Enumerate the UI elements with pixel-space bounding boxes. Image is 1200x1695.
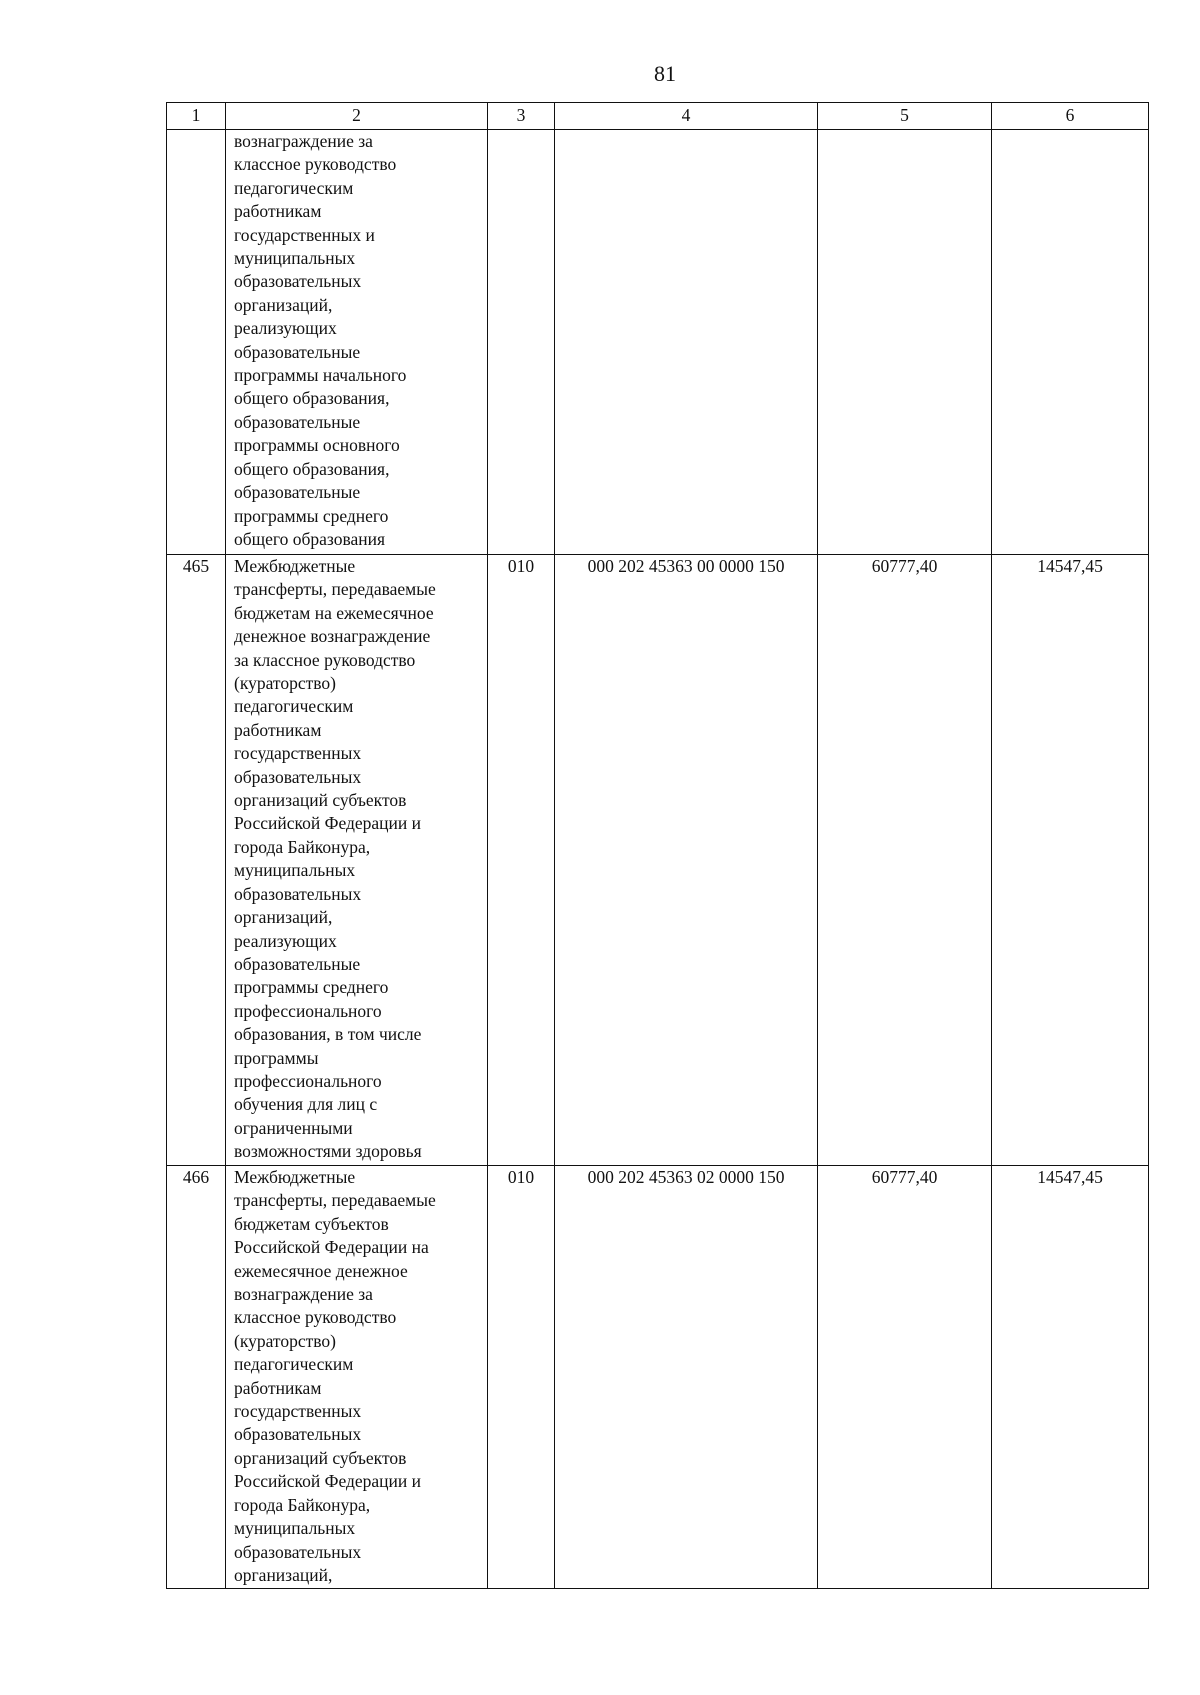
description-line: педагогическим: [234, 696, 354, 717]
description-line: (кураторство): [234, 673, 336, 694]
value-6-cell: 14547,45: [992, 555, 1149, 1166]
description-line: работникам: [234, 201, 322, 222]
value-5-cell: 60777,40: [818, 1166, 992, 1589]
row-number-cell: [167, 130, 226, 555]
description-line: бюджетам на ежемесячное: [234, 602, 434, 623]
description-line: трансферты, передаваемые: [234, 1190, 436, 1211]
description-line: организаций,: [234, 1564, 333, 1585]
row-number-cell: 465: [167, 555, 226, 1166]
description-line: муниципальных: [234, 248, 356, 269]
description-line: образовательные: [234, 953, 361, 974]
description-line: реализующих: [234, 930, 337, 951]
description-line: образовательные: [234, 411, 361, 432]
description-line: ограниченными: [234, 1117, 353, 1138]
table-row: [167, 130, 1149, 555]
description-line: образовательных: [234, 766, 362, 787]
description-cell: [226, 555, 488, 1166]
value-5-cell: [818, 130, 992, 555]
description-line: программы среднего: [234, 505, 389, 526]
code-cell: 010: [488, 1166, 555, 1589]
description-line: образовательные: [234, 341, 361, 362]
code-cell: 010: [488, 555, 555, 1166]
description-line: за классное руководство: [234, 649, 416, 670]
description-line: профессионального: [234, 1070, 382, 1091]
description-line: государственных: [234, 1401, 362, 1422]
description-line: ежемесячное денежное: [234, 1260, 408, 1281]
column-header-5: 5: [818, 103, 992, 130]
column-header-6: 6: [992, 103, 1149, 130]
description-line: программы основного: [234, 435, 400, 456]
column-header-3: 3: [488, 103, 555, 130]
value-6-cell: [992, 130, 1149, 555]
description-line: денежное вознаграждение: [234, 626, 431, 647]
description-line: профессионального: [234, 1000, 382, 1021]
kbk-cell: 000 202 45363 02 0000 150: [555, 1166, 818, 1589]
description-lines: [226, 555, 487, 1164]
description-line: образовательных: [234, 1424, 362, 1445]
table-row: [167, 1166, 1149, 1589]
kbk-cell: 000 202 45363 00 0000 150: [555, 555, 818, 1166]
value-6-cell: 14547,45: [992, 1166, 1149, 1589]
description-line: программы среднего: [234, 977, 389, 998]
description-line: муниципальных: [234, 860, 356, 881]
description-line: трансферты, передаваемые: [234, 579, 436, 600]
description-line: организаций субъектов: [234, 790, 407, 811]
description-line: вознаграждение за: [234, 1284, 373, 1305]
description-line: образовательных: [234, 271, 362, 292]
budget-table: [166, 102, 1149, 1589]
description-line: Межбюджетные: [234, 556, 356, 576]
page-number: 81: [654, 61, 676, 86]
description-line: бюджетам субъектов: [234, 1213, 389, 1234]
description-line: государственных: [234, 743, 362, 764]
description-line: организаций,: [234, 294, 333, 315]
description-line: педагогическим: [234, 177, 354, 198]
description-line: общего образования: [234, 528, 386, 549]
table-header-row: [167, 103, 1149, 130]
description-line: программы: [234, 1047, 319, 1068]
description-line: педагогическим: [234, 1354, 354, 1375]
description-line: вознаграждение за: [234, 131, 373, 151]
description-line: программы начального: [234, 365, 407, 386]
description-line: классное руководство: [234, 154, 397, 175]
description-line: города Байконура,: [234, 1494, 371, 1515]
description-cell: [226, 130, 488, 555]
description-line: реализующих: [234, 318, 337, 339]
description-lines: [226, 1166, 487, 1587]
description-line: Российской Федерации и: [234, 1471, 422, 1492]
description-line: обучения для лиц с: [234, 1094, 378, 1115]
description-line: образовательных: [234, 1541, 362, 1562]
description-line: Межбюджетные: [234, 1167, 356, 1187]
description-cell: [226, 1166, 488, 1589]
row-number-cell: 466: [167, 1166, 226, 1589]
column-header-4: 4: [555, 103, 818, 130]
description-line: работникам: [234, 1377, 322, 1398]
description-line: (кураторство): [234, 1330, 336, 1351]
table-row: [167, 555, 1149, 1166]
description-line: общего образования,: [234, 388, 390, 409]
description-line: Российской Федерации на: [234, 1237, 429, 1258]
description-line: возможностями здоровья: [234, 1141, 422, 1162]
column-header-1: 1: [167, 103, 226, 130]
description-line: образовательные: [234, 482, 361, 503]
description-line: классное руководство: [234, 1307, 397, 1328]
description-line: образовательных: [234, 883, 362, 904]
description-lines: [226, 130, 487, 551]
description-line: муниципальных: [234, 1518, 356, 1539]
description-line: общего образования,: [234, 458, 390, 479]
column-header-2: 2: [226, 103, 488, 130]
description-line: Российской Федерации и: [234, 813, 422, 834]
description-line: организаций субъектов: [234, 1447, 407, 1468]
description-line: государственных и: [234, 224, 375, 245]
description-line: работникам: [234, 719, 322, 740]
code-cell: [488, 130, 555, 555]
description-line: города Байконура,: [234, 836, 371, 857]
value-5-cell: 60777,40: [818, 555, 992, 1166]
description-line: организаций,: [234, 907, 333, 928]
description-line: образования, в том числе: [234, 1024, 422, 1045]
kbk-cell: [555, 130, 818, 555]
